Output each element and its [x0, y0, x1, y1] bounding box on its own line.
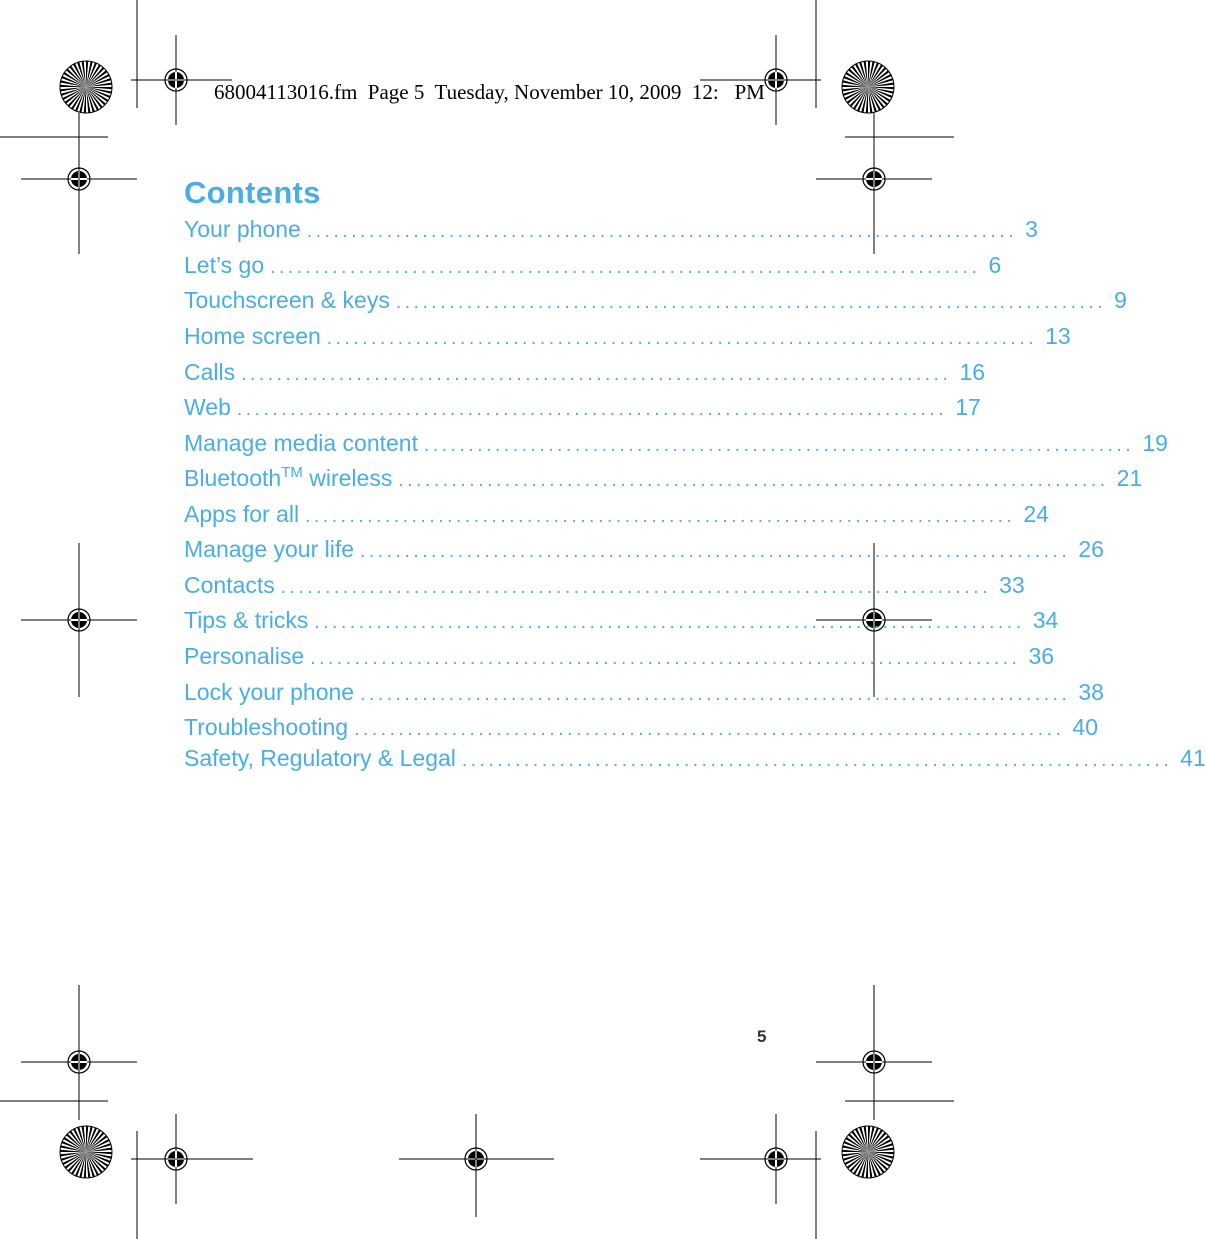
dot-leader: ................................................................................	[241, 364, 952, 385]
toc-entry-title: Contacts	[184, 572, 275, 598]
page-title: Contents	[184, 175, 321, 210]
starburst-target-icon	[842, 61, 894, 113]
toc-entry[interactable]	[184, 430, 1168, 462]
toc-entry[interactable]	[184, 745, 1206, 777]
toc-entry-title: Your phone	[184, 216, 301, 242]
toc-entry-page: 19	[1142, 430, 1168, 456]
toc-entry-page: 21	[1116, 465, 1143, 491]
toc-entry[interactable]	[184, 216, 1038, 248]
toc-entry[interactable]	[184, 464, 1143, 497]
dot-leader: ................................................................................	[461, 750, 1173, 771]
toc-entry-page: 17	[955, 394, 981, 420]
toc-entry-label	[184, 714, 354, 741]
dot-leader: ................................................................................	[306, 221, 1018, 242]
dot-leader: ................................................................................	[398, 470, 1109, 491]
toc-entry-title: Lock your phone	[184, 679, 355, 705]
toc-entry-label	[184, 252, 270, 279]
toc-entry-title: Calls	[184, 359, 236, 385]
toc-entry[interactable]	[184, 394, 981, 426]
toc-entry-title: Touchscreen & keys	[184, 287, 390, 313]
toc-entry-page: 41	[1180, 745, 1206, 771]
toc-entry-title: Troubleshooting	[184, 714, 349, 740]
starburst-target-icon	[842, 1126, 894, 1178]
toc-entry-title: Manage your life	[184, 536, 355, 562]
toc-entry-page: 38	[1078, 679, 1104, 705]
toc-entry-title: Personalise	[184, 643, 305, 669]
toc-entry-page: 3	[1025, 216, 1038, 242]
toc-entry-page: 33	[999, 572, 1025, 598]
toc-entry-page: 34	[1032, 607, 1059, 633]
toc-entry[interactable]	[184, 714, 1098, 746]
dot-leader: ................................................................................	[354, 719, 1065, 740]
toc-entry-page: 13	[1045, 323, 1071, 349]
toc-entry-label	[184, 216, 307, 243]
dot-leader: ................................................................................	[236, 399, 948, 420]
toc-entry-title: Manage media content	[184, 430, 418, 456]
toc-entry-label	[184, 287, 396, 314]
toc-entry-title: Tips & tricks	[184, 607, 309, 633]
toc-entry-page: 16	[959, 359, 986, 385]
toc-entry-page: 36	[1028, 643, 1055, 669]
dot-leader: ................................................................................	[395, 292, 1107, 313]
toc-entry-label	[184, 745, 462, 772]
toc-entry-page: 6	[988, 252, 1002, 278]
toc-entry-label	[184, 430, 424, 457]
print-slug: 68004113016.fm Page 5 Tuesday, November 10, 2009 12: PM	[214, 80, 765, 104]
toc-entry-label	[184, 679, 360, 706]
toc-entry[interactable]	[184, 607, 1059, 639]
toc-entry-title-suffix: wireless	[302, 465, 393, 491]
dot-leader: ................................................................................	[305, 506, 1016, 527]
toc-entry-label	[184, 643, 310, 670]
toc-entry-title: Apps for all	[184, 501, 300, 527]
toc-entry[interactable]	[184, 536, 1104, 568]
toc-entry-label	[184, 572, 281, 599]
toc-entry-title: Let’s go	[184, 252, 265, 278]
toc-entry-title: Web	[184, 394, 231, 420]
toc-entry-label	[184, 465, 398, 492]
dot-leader: ................................................................................	[270, 257, 981, 278]
toc-entry-title: Safety, Regulatory & Legal	[184, 745, 456, 771]
starburst-target-icon	[60, 61, 112, 113]
dot-leader: ................................................................................	[310, 648, 1021, 669]
toc-entry-page: 40	[1072, 714, 1098, 740]
toc-entry[interactable]	[184, 501, 1049, 533]
dot-leader: ................................................................................	[360, 684, 1071, 705]
dot-leader: ................................................................................	[326, 328, 1038, 349]
toc-entry[interactable]	[184, 643, 1055, 675]
dot-leader: ................................................................................	[314, 612, 1025, 633]
page-number: 5	[757, 1027, 767, 1046]
toc-entry-label	[184, 359, 241, 386]
toc-entry[interactable]	[184, 572, 1025, 604]
toc-entry-title: Bluetooth	[184, 465, 282, 491]
toc-entry[interactable]	[184, 359, 986, 391]
starburst-target-icon	[60, 1126, 112, 1178]
trademark-superscript: TM	[281, 464, 303, 481]
toc-entry-label	[184, 323, 327, 350]
toc-entry[interactable]	[184, 679, 1104, 711]
toc-entry[interactable]	[184, 323, 1071, 355]
toc-entry-title: Home screen	[184, 323, 321, 349]
toc-entry-label	[184, 536, 360, 563]
toc-entry-label	[184, 501, 305, 528]
dot-leader: ................................................................................	[360, 541, 1071, 562]
toc-entry-label	[184, 394, 237, 421]
toc-entry-label	[184, 607, 314, 634]
toc-entry[interactable]	[184, 287, 1127, 319]
toc-entry-page: 24	[1023, 501, 1049, 527]
toc-entry-page: 26	[1078, 536, 1104, 562]
toc-entry-page: 9	[1114, 287, 1127, 313]
dot-leader: ................................................................................	[424, 435, 1135, 456]
dot-leader: ................................................................................	[280, 577, 992, 598]
toc-entry[interactable]	[184, 252, 1002, 284]
